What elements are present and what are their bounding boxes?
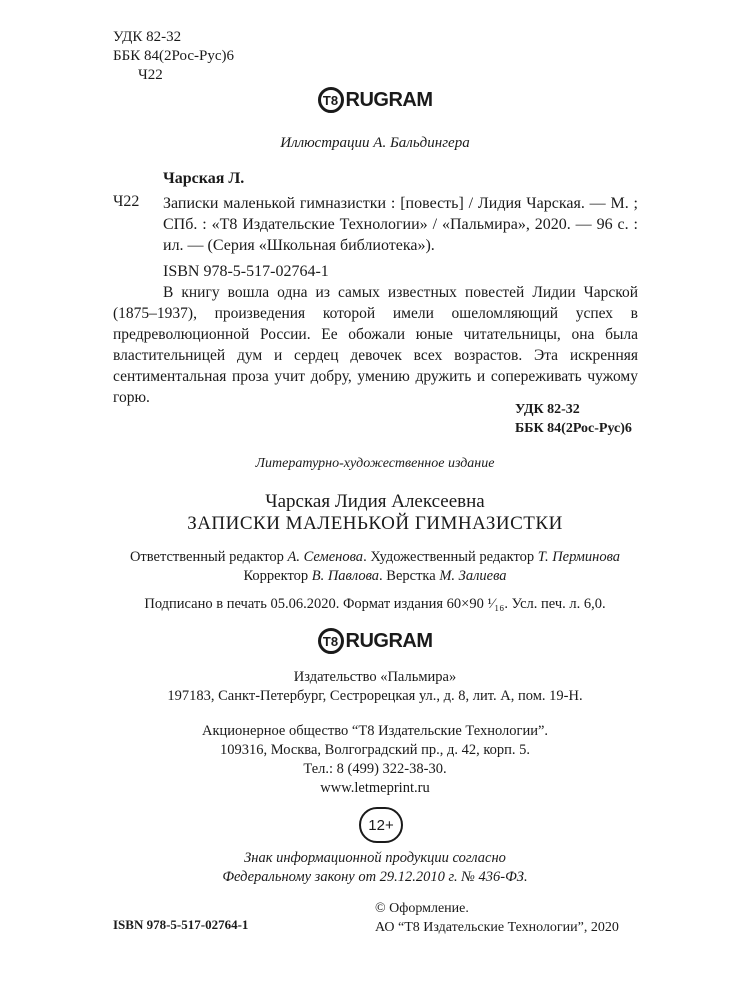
editors-line — [0, 548, 750, 567]
catalog-author: Чарская Л. — [163, 170, 245, 187]
annotation: В книгу вошла одна из самых известных повестей Лидии Чарской (1875–1937), произведения которой имели ошеломляющий успех в предреволюционной России. Ее обожали юные читательницы, она была властительницей дум и сердец девочек всех возрастов. Эта искренняя сентиментальная проза учит добру, умению дружить и сопереживать чужому горю. — [113, 284, 638, 406]
catalog-bbk: ББК 84(2Рос-Рус)6 — [515, 421, 632, 436]
information-notice — [0, 849, 750, 887]
copyright — [375, 899, 619, 937]
corrector-label: Корректор — [243, 568, 312, 584]
publisher-logo-bottom — [300, 627, 450, 655]
notice-line-2: Федеральному закону от 29.12.2010 г. № 436-ФЗ. — [222, 869, 528, 885]
art-editor-label: . Художественный редактор — [363, 549, 538, 565]
printer-phone: Тел.: 8 (499) 322-38-30. — [303, 761, 447, 777]
editor-label: Ответственный редактор — [129, 549, 288, 565]
logo-name: RUGRAM — [345, 88, 433, 111]
printer-info — [0, 722, 750, 798]
edition-type: Литературно-художественное издание — [255, 456, 495, 471]
classification-codes — [113, 28, 234, 85]
editors-credits — [0, 548, 750, 586]
printer-site: www.letmeprint.ru — [320, 780, 430, 796]
publisher-name: Издательство «Пальмира» — [293, 669, 457, 685]
catalog-call-number: Ч22 — [113, 193, 140, 210]
illustrations-credit: Иллюстрации А. Бальдингера — [280, 135, 470, 151]
editor-name: А. Семенова — [287, 549, 364, 565]
layout-name: М. Залиева — [439, 568, 507, 584]
catalog-isbn: ISBN 978-5-517-02764-1 — [163, 263, 329, 280]
corrector-name: В. Павлова — [311, 568, 380, 584]
bibliographic-description: Записки маленькой гимназистки : [повесть] / Лидия Чарская. — М. ; СПб. : «Т8 Издательские Технологии» / «Пальмира», 2020. — 96 с. : ил. — (Серия «Школьная библиотека»). — [163, 195, 638, 254]
footer-isbn: ISBN 978-5-517-02764-1 — [113, 917, 249, 932]
catalog-codes — [515, 400, 632, 438]
notice-line-1: Знак информационной продукции согласно — [244, 850, 506, 866]
publisher-address: 197183, Санкт-Петербург, Сестрорецкая ул., д. 8, лит. А, пом. 19-Н. — [167, 688, 583, 704]
publisher-info — [0, 668, 750, 706]
udk-code: УДК 82-32 — [113, 29, 182, 45]
t8-logo-icon: T8 — [318, 87, 344, 113]
age-rating-badge: 12+ — [359, 807, 403, 843]
layout-label: . Верстка — [379, 568, 440, 584]
bbk-code: ББК 84(2Рос-Рус)6 — [113, 48, 234, 64]
art-editor-name: Т. Перминова — [537, 549, 621, 565]
printer-name: Акционерное общество “Т8 Издательские Технологии”. — [201, 723, 549, 739]
corrector-line — [0, 567, 750, 586]
author-sign: Ч22 — [138, 67, 163, 83]
t8-logo-icon: T8 — [318, 628, 344, 654]
printer-address: 109316, Москва, Волгоградский пр., д. 42, корп. 5. — [219, 742, 531, 758]
catalog-udk: УДК 82-32 — [515, 402, 580, 417]
copyright-line-1: © Оформление. — [375, 901, 469, 916]
author-full-name: Чарская Лидия Алексеевна — [265, 491, 485, 512]
book-title: ЗАПИСКИ МАЛЕНЬКОЙ ГИМНАЗИСТКИ — [187, 513, 563, 534]
signed-for-print: Подписано в печать 05.06.2020. Формат издания 60×90 ¹⁄₁₆. Усл. печ. л. 6,0. — [144, 596, 606, 612]
logo-name: RUGRAM — [345, 629, 433, 652]
publisher-logo — [300, 86, 450, 114]
copyright-line-2: АО “Т8 Издательские Технологии”, 2020 — [375, 920, 619, 935]
